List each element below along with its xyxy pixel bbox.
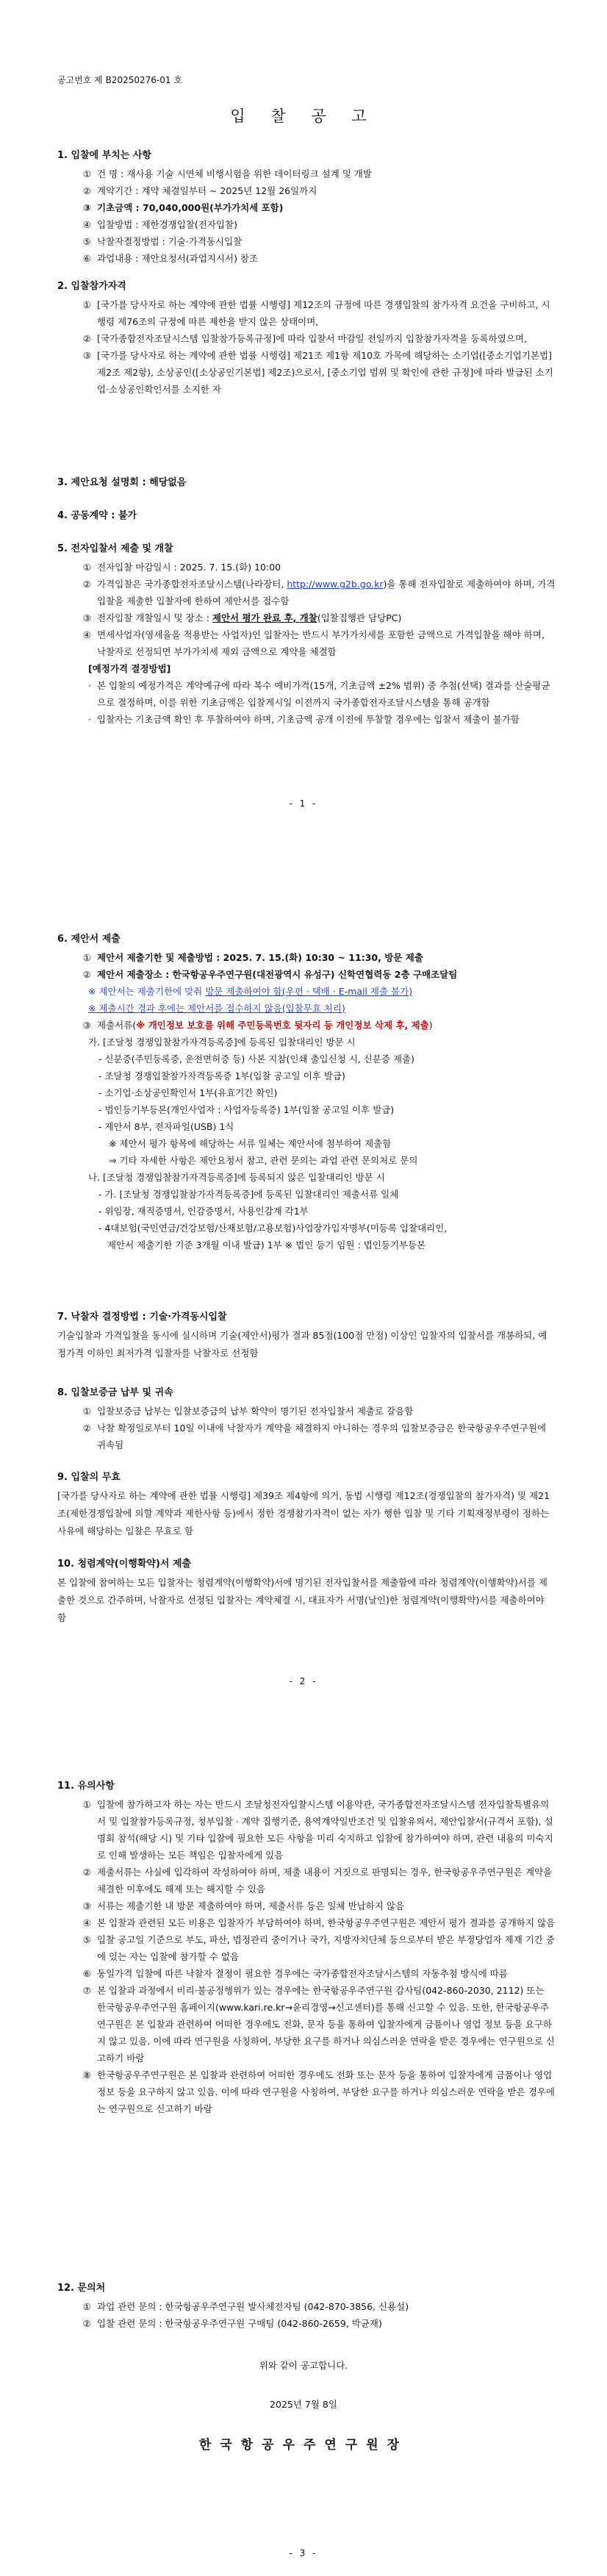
section-8 <box>57 1384 556 1453</box>
notice-line: ※ 제출시간 경과 후에는 제안서를 접수하지 않음(입찰무효 처리) <box>88 1003 345 1014</box>
list-item: ① 과업 관련 문의 : 한국항공우주연구원 발사체전자팀 (042-870-3856, 신용설) <box>82 2301 409 2312</box>
section-heading: 6. 제안서 제출 <box>57 934 121 945</box>
list-item: ③ 기초금액 : 70,040,000원(부가가치세 포함) <box>83 202 284 213</box>
notice-line: ※ 제안서는 제출기한에 맞춰 방문 제출하여야 함(우편 · 택배 · E-mail 제출 불가) <box>88 986 413 997</box>
section-heading: 8. 입찰보증금 납부 및 귀속 <box>57 1387 173 1398</box>
list-item: ⑦ 본 입찰과 과정에서 비리·불공정행위가 있는 경우에는 한국항공우주연구원 감사팀(042-860-2030, 2112) 또는 한국항공우주연구원 홈페이지(www.kari.re.kr→윤리경영→신고센터)를 통해 신고할 수 있음. 또한, 한국항공우주연구원은 본 입찰과 관련하여 어떠한 경우에도 전화, 문자 등을 통하여 입찰자에게 금품이나 영업 정보 등을 요구하지 않고 있음. 이에 따라 연구원을 사칭하여, 부당한 요구를 하거나 의심스러운 연락을 받은 경우에는 연구원으로 신고하기 바람 <box>82 1985 555 2064</box>
closing-text: 위와 같이 공고합니다. <box>259 2360 348 2371</box>
list-item: ⑤ 입찰 공고일 기준으로 부도, 파산, 법정관리 중이거나 국가, 지방자치단체 등으로부터 받은 부정당업자 제재 기간 중에 있는 자는 입찰에 참가할 수 없음 <box>82 1934 555 1962</box>
section-heading: 10. 청렴계약(이행확약)서 제출 <box>57 1559 192 1570</box>
list-item: ⑥ 과업내용 : 제안요청서(과업지시서) 참조 <box>82 253 259 264</box>
section-1 <box>57 147 556 267</box>
section-heading: 1. 입찰에 부치는 사항 <box>57 150 152 161</box>
list-item: ③ 전자입찰 개찰일시 및 장소 : 제안서 평가 완료 후, 개찰(입찰집행관 담당PC) <box>82 612 402 623</box>
section-10 <box>57 1556 556 1627</box>
section-heading: 5. 전자입찰서 제출 및 개찰 <box>57 543 173 554</box>
page-2 <box>0 859 607 1717</box>
sub-item: 나. [조달청 경쟁입찰참가자격등록증]에 등록되지 않은 입찰대리인 방문 시 <box>88 1172 385 1183</box>
list-item: · 본 입찰의 예정가격은 계약예규에 따라 복수 예비가격(15개, 기초금액 ±2% 범위) 중 추첨(선택) 결과를 산술평균으로 결정하며, 이를 위한 기초금액은 입찰게시일 이전까지 국가종합전자조달시스템을 통해 공개함 <box>88 680 550 708</box>
document-number: 공고번호 제 B20250276-01 호 <box>57 75 182 85</box>
section-heading: 2. 입찰참가자격 <box>57 281 126 292</box>
list-item: ② 제출서류는 사실에 입각하여 작성하여야 하며, 제출 내용이 거짓으로 판명되는 경우, 한국항공우주연구원은 계약을 체결한 이후에도 해제 또는 해지할 수 있음 <box>82 1867 553 1895</box>
section-9 <box>57 1469 556 1540</box>
list-item: ④ 입찰방법 : 제한경쟁입찰(전자입찰) <box>82 219 237 230</box>
section-heading: 12. 문의처 <box>57 2283 106 2294</box>
sub-item: - 4대보험(국민연금/건강보험/산재보험/고용보험)사업장가입자명부(미등록 입찰대리인, <box>98 1223 448 1234</box>
section-heading: 3. 제안요청 설명회 : 해당없음 <box>57 477 187 488</box>
section-heading: 11. 유의사항 <box>57 1781 115 1792</box>
section-heading: 4. 공동계약 : 불가 <box>57 510 137 521</box>
page-title: 입 찰 공 고 <box>230 107 377 125</box>
sub-item: - 가. [조달청 경쟁입찰참가자격등록증]에 등록된 입찰대리인 제출서류 일체 <box>98 1189 399 1200</box>
list-item: ② 계약기간 : 계약 체결일부터 ~ 2025년 12월 26일까지 <box>82 185 317 196</box>
section-6 <box>57 931 556 1253</box>
paragraph: [국가를 당사자로 하는 계약에 관한 법률 시행령] 제39조 제4항에 의거, 동법 시행령 제12조(경쟁입찰의 참가자격) 및 제21조(제한경쟁입찰에 의할 계약과 제한사항 등)에서 정한 경쟁참가자격이 없는 자가 행한 입찰 및 기타 기획재정부령이 정하는 사유에 해당하는 입찰은 무효로 함 <box>57 1490 550 1536</box>
list-item: ① 건 명 : 재사용 기술 시연체 비행시험을 위한 데이터링크 설계 및 개발 <box>82 168 372 179</box>
page-number: - 2 - <box>289 1676 318 1686</box>
page-number: - 3 - <box>289 2548 318 2558</box>
section-2 <box>57 278 556 398</box>
section-4 <box>57 507 556 526</box>
organization-name: 한국항공우주연구원장 <box>198 2438 409 2452</box>
sub-item: - 위임장, 재직증명서, 인감증명서, 사용인감계 각1부 <box>98 1206 309 1217</box>
list-item: ① 전자입찰 마감일시 : 2025. 7. 15.(화) 10:00 <box>82 562 281 573</box>
page-3 <box>0 1717 607 2576</box>
list-item: ⑤ 낙찰자결정방법 : 기술·가격동시입찰 <box>82 236 243 247</box>
sub-item: - 신분증(주민등록증, 운전면허증 등) 사본 지참(인쇄 출입신청 시, 신분증 제출) <box>98 1053 414 1065</box>
sub-item: 제안서 제출기한 기준 3개월 이내 발급) 1부 ※ 법인 등기 임원 : 법인등기부등본 <box>98 1239 426 1251</box>
sub-item: - 법인등기부등본(개인사업자 : 사업자등록증) 1부(입찰 공고일 이후 발급) <box>98 1104 395 1115</box>
sub-heading: [예정가격 결정방법] <box>88 663 171 674</box>
sub-item: - 소기업·소상공인확인서 1부(유효기간 확인) <box>98 1087 278 1098</box>
sub-item: 가. [조달청 경쟁입찰참가자격등록증]에 등록된 입찰대리인 방문 시 <box>88 1037 356 1048</box>
list-item: ② 낙찰 확정일로부터 10일 이내에 낙찰자가 계약을 체결하지 아니하는 경우의 입찰보증금은 한국항공우주연구원에 귀속됨 <box>82 1423 547 1450</box>
list-item: ④ 면세사업자(영세율을 적용받는 사업자)인 입찰자는 반드시 부가가치세를 포함한 금액으로 가격입찰을 해야 하며, 낙찰자로 선정되면 부가가치세 제외 금액으로 계약을 체결함 <box>82 629 545 657</box>
list-item: ⑥ 동일가격 입찰에 따른 낙찰자 결정이 필요한 경우에는 국가종합전자조달시스템의 자동추첨 방식에 따름 <box>82 1968 508 1979</box>
section-12 <box>57 2280 556 2332</box>
section-heading: 7. 낙찰자 결정방법 : 기술·가격동시입찰 <box>57 1312 227 1323</box>
list-item: ① 제안서 제출기한 및 제출방법 : 2025. 7. 15.(화) 10:30 ~ 11:30, 방문 제출 <box>82 952 423 963</box>
list-item: ① 입찰보증금 납부는 입찰보증금의 납부 확약이 명기된 전자입찰서 제출로 갈음함 <box>82 1406 414 1417</box>
announcement-date: 2025년 7월 8일 <box>270 2399 337 2410</box>
list-item: ① [국가를 당사자로 하는 계약에 관한 법률 시행령] 제12조의 규정에 따른 경쟁입찰의 참가자격 요건을 구비하고, 시행령 제76조의 규정에 따른 제한을 받지 않은 상태이며, <box>82 299 550 327</box>
list-item: ② 제안서 제출장소 : 한국항공우주연구원(대전광역시 유성구) 신학연협력동 2층 구매조달팀 <box>82 969 458 980</box>
page-1 <box>0 0 607 859</box>
list-item: ④ 본 입찰과 관련된 모든 비용은 입찰자가 부담하여야 하며, 한국항공우주연구원은 제안서 평가 결과를 공개하지 않음 <box>82 1917 556 1928</box>
note: ※ 제안서 평가 항목에 해당하는 서류 일체는 제안서에 첨부하여 제출함 <box>109 1138 392 1149</box>
section-heading: 9. 입찰의 무효 <box>57 1472 121 1483</box>
list-item: ③ 서류는 제출기한 내 방문 제출하여야 하며, 제출서류 등은 일체 반납하지 않음 <box>82 1900 405 1911</box>
list-item: ⑧ 한국항공우주연구원은 본 입찰과 관련하여 어떠한 경우에도 전화 또는 문자 등을 통하여 입찰자에게 금품이나 영업 정보 등을 요구하지 않고 있음. 이에 따라 연구원을 사칭하여, 부당한 요구를 하거나 의심스러운 연락을 받은 경우에는 연구원으로 신고하기 바람 <box>82 2069 555 2114</box>
sub-item: - 조달청 경쟁입찰참가자격등록증 1부(입찰 공고일 이후 발급) <box>98 1070 345 1081</box>
section-5 <box>57 540 556 728</box>
list-item: ② 가격입찰은 국가종합전자조달시스템(나라장터, http://www.g2b.go.kr)을 통해 전자입찰로 제출하여야 하며, 가격입찰을 제출한 입찰자에 한하여 제안서를 접수함 <box>82 579 556 607</box>
section-3 <box>57 474 556 493</box>
g2b-link[interactable]: http://www.g2b.go.kr <box>287 579 384 590</box>
list-item: ① 입찰에 참가하고자 하는 자는 반드시 조달청전자입찰시스템 이용약관, 국가종합전자조달시스템 전자입찰특별유의서 및 입찰참가등록규정, 청부입찰 · 계약 집행기준, 용역계약일반조건 및 입찰유의서, 제안입찰서(규격서 포함), 설명회 참석(해당 시) 및 기타 입찰에 필요한 모든 사항을 미리 숙지하고 입찰에 참가하여야 하며, 관련 내용의 미숙지로 인해 발생하는 모든 책임은 입찰자에게 있음 <box>82 1799 553 1861</box>
list-item: · 입찰자는 기초금액 확인 후 투찰하여야 하며, 기초금액 공개 이전에 투찰할 경우에는 입찰서 제출이 불가함 <box>88 714 520 725</box>
list-item: ③ 제출서류(※ 개인정보 보호를 위해 주민등록번호 뒷자리 등 개인정보 삭제 후, 제출) <box>82 1020 433 1031</box>
note: ⇒ 기타 자세한 사항은 제안요청서 참고, 관련 문의는 과업 관련 문의처로 문의 <box>109 1155 418 1166</box>
paragraph: 기술입찰과 가격입찰을 동시에 실시하며 기술(제안서)평가 결과 85점(100점 만점) 이상인 입찰자의 입찰서를 개봉하되, 예정가격 이하인 최저가격 입찰자를 낙찰자로 선정함 <box>57 1330 547 1359</box>
sub-item: - 제안서 8부, 전자파일(USB) 1식 <box>98 1121 234 1132</box>
section-11 <box>57 1778 556 2117</box>
list-item: ③ [국가를 당사자로 하는 계약에 관한 법률 시행령] 제21조 제1항 제10호 가목에 해당하는 소기업([중소기업기본법] 제2조 제2항), 소상공인([소상공인기본법] 제2조)으로서, [중소기업 범위 및 확인에 관한 규정]에 따라 발급된 소기업·소상공인확인서를 소지한 자 <box>82 350 553 395</box>
list-item: ② 입찰 관련 문의 : 한국항공우주연구원 구매팀 (042-860-2659, 박균재) <box>82 2318 382 2329</box>
section-7 <box>57 1309 556 1362</box>
list-item: ② [국가종합전자조달시스템 입찰참가등록규정]에 따라 입찰서 마감일 전일까지 입찰참가자격을 등록하였으며, <box>82 333 527 344</box>
page-number: - 1 - <box>289 798 318 809</box>
paragraph: 본 입찰에 참여하는 모든 입찰자는 청렴계약(이행확약)서에 명기된 전자입찰서를 제출함에 따라 청렴계약(이행확약)서를 제출한 것으로 간주하며, 낙찰자로 선정된 입찰자는 계약체결 시, 대표자가 서명(날인)한 청렴계약(이행확약)서를 제출하여야 함 <box>57 1577 547 1623</box>
